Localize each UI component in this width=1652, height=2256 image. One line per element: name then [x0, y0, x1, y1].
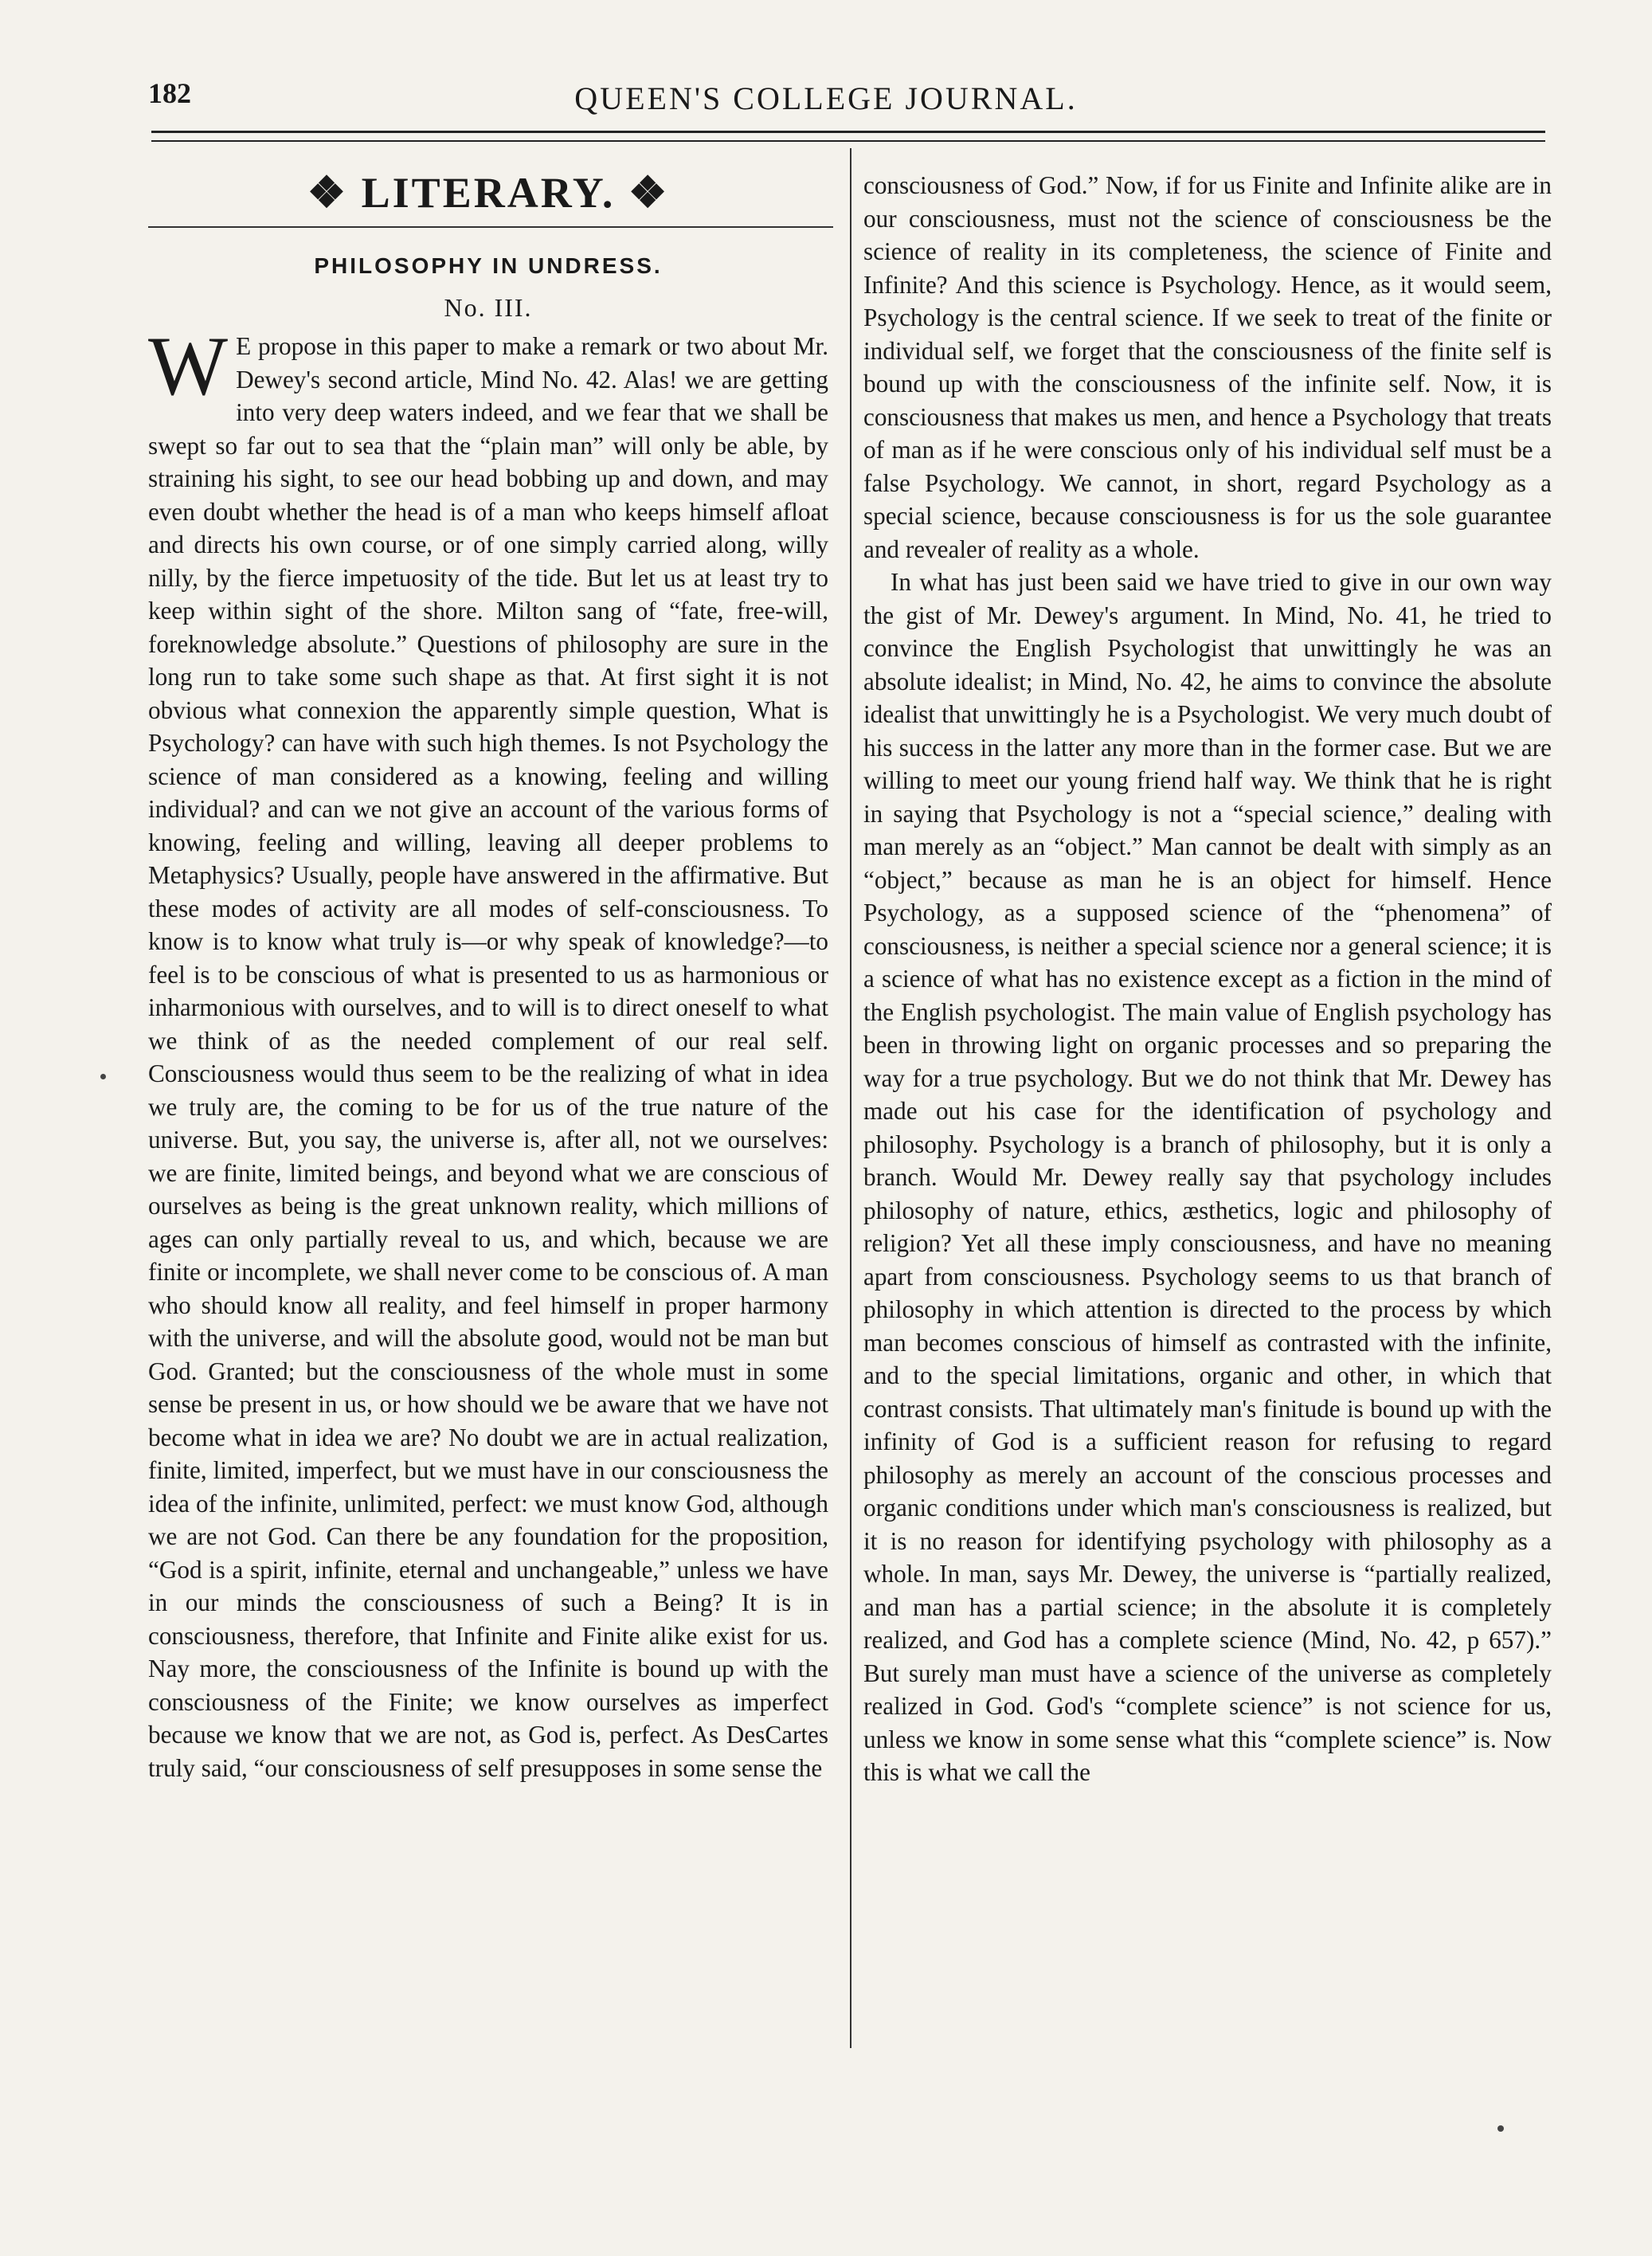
article-paragraph-1 — [148, 319, 828, 1784]
header-rule-top — [151, 131, 1545, 133]
fleuron-left-icon: ❖ — [307, 169, 349, 217]
left-column — [148, 169, 828, 1784]
article-paragraph-1-continued: consciousness of God.” Now, if for us Finite and Infinite alike are in our consciousness, must not the science of consciousness be the science of reality in its completeness, the science of Finite and Infinite? And this science is Psychology. Hence, as it would seem, Psychology is the central science. If we seek to treat of the finite or individual self, we forget that the consciousness of the finite self is bound up with the consciousness of the infinite self. Now, it is consciousness that makes us men, and hence a Psychology that treats of man as if he were conscious only of his individual self must be a false Psychology. We cannot, in short, regard Psychology as a special science, because consciousness is for us the sole guarantee and revealer of reality as a whole. — [863, 171, 1552, 563]
section-heading-text: LITERARY. — [361, 169, 616, 217]
print-speck — [1497, 2125, 1504, 2132]
dropcap: W — [148, 319, 229, 413]
right-column — [863, 169, 1552, 1789]
left-column-text: E propose in this paper to make a remark or two about Mr. Dewey's second article, Mind No. 42. Alas! we are getting into very deep waters indeed, and we fear that we shall be swept so far out to sea that the “plain man” will only be able, by straining his sight, to see our head bobbing up and down, and may even doubt whether the head is of a man who keeps himself afloat and directs his own course, or of one simply carried along, willy nilly, by the fierce impetuosity of the tide. But let us at least try to keep within sight of the shore. Milton sang of “fate, free-will, foreknowledge absolute.” Questions of philosophy are sure in the long run to take some such shape as that. At first sight it is not obvious what connexion the apparently simple question, What is Psychology? can have with such high themes. Is not Psychology the science of man considered as a knowing, feeling and willing individual? and can we not give an account of the various forms of knowing, feeling and willing, leaving all deeper problems to Metaphysics? Usually, people have answered in the affirmative. But these modes of activity are all modes of self-consciousness. To know is to know what truly is—or why speak of knowledge?—to feel is to be conscious of what is presented to us as harmonious or inharmonious with ourselves, and to will is to direct oneself to what we think of as the needed complement of our real self. Consciousness would thus seem to be the realizing of what in idea we truly are, the coming to be for us of the true nature of the universe. But, you say, the universe is, after all, not we ourselves: we are finite, limited beings, and beyond what we are conscious of ourselves as being is the great unknown reality, which millions of ages can only partially reveal to us, and which, because we are finite or incomplete, we shall never come to be conscious of. A man who should know all reality, and feel himself in proper harmony with the universe, and will the absolute good, would not be man but God. Granted; but the consciousness of the whole must in some sense be present in us, or how should we be aware that we have not become what in idea we are? No doubt we are in actual realization, finite, limited, imperfect, but we must have in our consciousness the idea of the infinite, unlimited, perfect: we must know God, although we are not God. Can there be any foundation for the proposition, “God is a spirit, infinite, eternal and unchangeable,” unless we have in our minds the consciousness of such a Being? It is in consciousness, therefore, that Infinite and Finite alike exist for us. Nay more, the consciousness of the Infinite is bound up with the consciousness of the Finite; we know ourselves as imperfect because we know that we are not, as God is, perfect. As DesCartes truly said, “our consciousness of self presupposes in some sense the — [148, 332, 828, 1782]
print-speck — [100, 1074, 106, 1079]
article-subtitle: No. III. — [444, 293, 533, 322]
page-number: 182 — [148, 77, 191, 109]
article-paragraph-2: In what has just been said we have tried to give in our own way the gist of Mr. Dewey's argument. In Mind, No. 41, he tried to convince the English Psychologist that unwittingly he was an absolute idealist; in Mind, No. 42, he aims to convince the absolute idealist that unwittingly he is a Psychologist. We very much doubt of his success in the latter any more than in the former case. But we are willing to meet our young friend half way. We think that he is right in saying that Psychology is not a “special science,” dealing with man merely as an “object.” Man cannot be dealt with simply as an “object,” because as man he is an object for himself. Hence Psychology, as a supposed science of the “phenomena” of consciousness, is neither a special science nor a general science; it is a science of what has no existence except as a fiction in the mind of the English psychologist. The main value of English psychology has been in throwing light on organic processes and so preparing the way for a true psychology. But we do not think that Mr. Dewey has made out his case for the identification of psychology and philosophy. Psychology is a branch of philosophy, but it is only a branch. Would Mr. Dewey really say that psychology includes philosophy of nature, ethics, æsthetics, logic and philosophy of religion? Yet all these imply consciousness, and have no meaning apart from consciousness. Psychology seems to us that branch of philosophy in which attention is directed to the process by which man becomes conscious of himself as contrasted with the infinite, and to the special limitations, organic and other, in which that contrast consists. That ultimately man's finitude is bound up with the infinity of God is a sufficient reason for refusing to regard philosophy as merely an account of the conscious processes and organic conditions under which man's consciousness is realized, but it is no reason for identifying psychology with philosophy as a whole. In man, says Mr. Dewey, the universe is “partially realized, and man has a partial science; in the absolute it is completely realized, and God has a complete science (Mind, No. 42, p 657).” But surely man must have a science of the universe as completely realized in God. God's “complete science” is not science for us, unless we know in some sense what this “complete science” is. Now this is what we call the — [863, 568, 1552, 1786]
running-head: QUEEN'S COLLEGE JOURNAL. — [574, 80, 1078, 116]
article-title: PHILOSOPHY IN UNDRESS. — [314, 253, 663, 278]
fleuron-right-icon: ❖ — [628, 169, 670, 217]
column-divider — [850, 148, 851, 2048]
section-heading-rule — [148, 226, 833, 228]
section-heading — [148, 169, 828, 217]
header-rule-bottom — [151, 140, 1545, 142]
